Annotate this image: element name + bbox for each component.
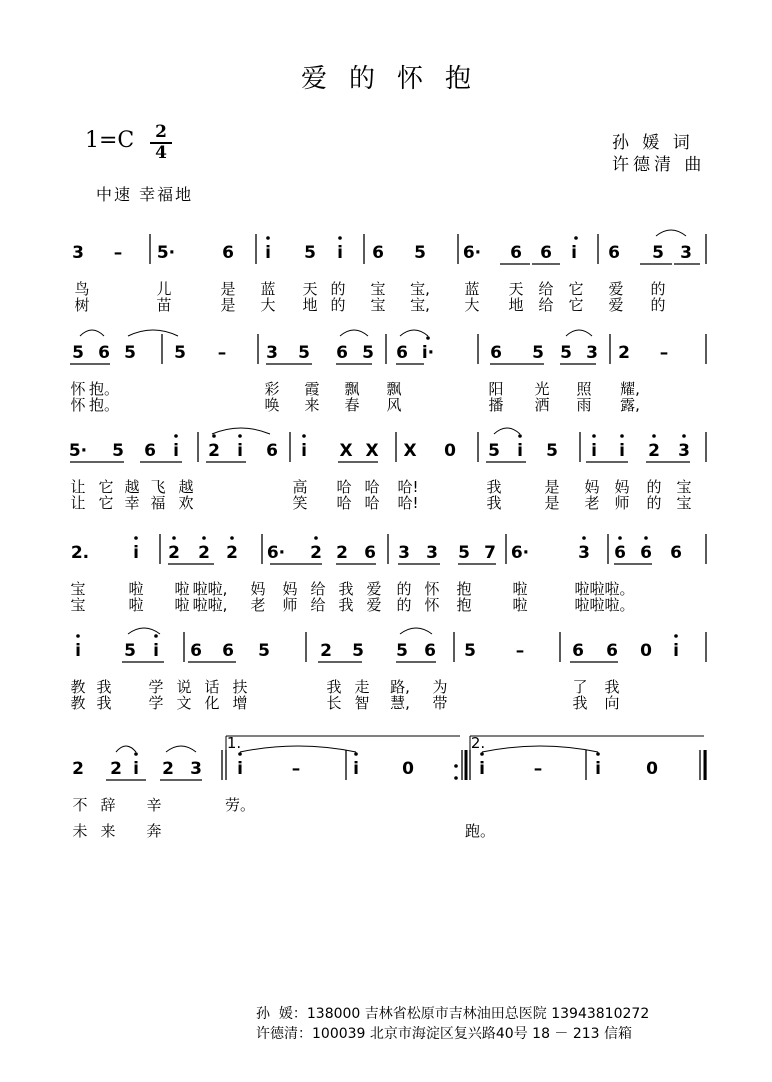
note: 5	[458, 543, 470, 563]
lyric-verse-2: 播	[488, 396, 504, 414]
lyric-verse-2: 让	[70, 494, 86, 512]
lyric-verse-1: 霞	[304, 380, 320, 398]
lyric-verse-2: 慧,	[390, 694, 410, 712]
slur	[400, 330, 428, 336]
octave-dot	[212, 434, 216, 438]
lyric-verse-2: 啦	[512, 596, 528, 614]
note: 5	[488, 441, 500, 461]
lyric-verse-2: 欢	[178, 494, 194, 512]
slur	[566, 330, 592, 336]
lyric-verse-2: 爱	[608, 296, 624, 314]
note: 5	[414, 243, 426, 263]
lyric-verse-1: 耀,	[620, 380, 640, 398]
lyric-verse-1: 给	[538, 280, 554, 298]
octave-dot	[338, 236, 342, 240]
octave-dot	[266, 236, 270, 240]
lyric-verse-1: 了	[572, 678, 588, 696]
lyric-verse-1: 鸟	[74, 280, 90, 298]
note: 6	[144, 441, 156, 461]
footer-line-2: 许德清：100039 北京市海淀区复兴路40号 18 － 213 信箱	[256, 1026, 633, 1042]
note: –	[113, 243, 123, 263]
note: 6·	[510, 543, 530, 563]
note: 5	[124, 641, 136, 661]
octave-dot	[76, 634, 80, 638]
lyric-verse-2: 的	[650, 296, 666, 314]
lyric-verse-1: 为	[432, 678, 448, 696]
lyric-verse-1: 抱	[456, 580, 472, 598]
lyric-verse-2: 化	[204, 694, 220, 712]
lyric-verse-2: 给	[310, 596, 326, 614]
lyric-verse-1: 我	[96, 678, 112, 696]
lyric-verse-2: 宝	[370, 296, 386, 314]
note: 6	[396, 343, 408, 363]
lyric-verse-1: 是	[544, 478, 560, 496]
lyric-verse-2: 学	[148, 694, 164, 712]
note: i	[133, 543, 139, 563]
note: i	[173, 441, 179, 461]
lyric-verse-2: 的	[330, 296, 346, 314]
lyric-verse-2: 啦	[128, 596, 144, 614]
note: i	[133, 759, 139, 779]
lyric-verse-2: 奔	[146, 822, 162, 840]
note: 6	[190, 641, 202, 661]
lyric-verse-2: 的	[646, 494, 662, 512]
lyric-verse-2: 哈!	[397, 494, 419, 512]
lyric-verse-1: 怀	[424, 580, 440, 598]
lyric-verse-1: 越	[178, 478, 194, 496]
lyric-verse-2: 老	[584, 494, 600, 512]
octave-dot	[592, 434, 596, 438]
lyric-verse-1: 劳。	[224, 796, 256, 814]
lyric-verse-1: 啦啦,	[192, 580, 228, 598]
note: 2.	[70, 543, 90, 563]
note: i	[237, 759, 243, 779]
lyric-verse-2: 我	[338, 596, 354, 614]
lyric-verse-1: 学	[148, 678, 164, 696]
lyric-verse-2: 给	[538, 296, 554, 314]
lyric-verse-1: 给	[310, 580, 326, 598]
lyric-verse-2: 抱。	[88, 396, 120, 414]
note: –	[217, 343, 227, 363]
lyric-verse-1: 啦	[174, 580, 190, 598]
note: 2	[208, 441, 220, 461]
lyric-verse-1: 哈	[336, 478, 352, 496]
slur	[494, 428, 520, 434]
lyric-verse-2: 怀	[70, 396, 86, 414]
slur	[80, 330, 104, 336]
lyric-verse-2: 我	[486, 494, 502, 512]
lyric-verse-1: 哈	[364, 478, 380, 496]
lyric-verse-1: 我	[338, 580, 354, 598]
lyric-verse-2: 爱	[366, 596, 382, 614]
note: 3	[190, 759, 202, 779]
lyric-verse-1: 我	[604, 678, 620, 696]
slur	[166, 746, 196, 752]
note: 5	[652, 243, 664, 263]
volta-1-label: 1.	[226, 734, 242, 752]
note: 0	[444, 441, 456, 461]
note: 2	[648, 441, 660, 461]
octave-dot	[134, 536, 138, 540]
note: 2	[110, 759, 122, 779]
lyric-verse-1: 的	[396, 580, 412, 598]
lyric-verse-1: 蓝	[260, 280, 276, 298]
slur	[240, 746, 356, 752]
note: 7	[484, 543, 496, 563]
lyric-verse-2: 跑。	[464, 822, 496, 840]
note: 5	[532, 343, 544, 363]
time-signature-bottom: 4	[155, 143, 167, 163]
composer: 许德清 曲	[612, 155, 706, 175]
octave-dot	[202, 536, 206, 540]
note: –	[515, 641, 525, 661]
note: 2	[618, 343, 630, 363]
note: i·	[421, 343, 435, 363]
lyric-verse-2: 风	[386, 396, 402, 414]
note: 6	[540, 243, 552, 263]
note: i	[265, 243, 271, 263]
note: 6·	[462, 243, 482, 263]
lyric-verse-1: 啦	[128, 580, 144, 598]
octave-dot	[682, 434, 686, 438]
lyric-verse-1: 光	[534, 380, 550, 398]
octave-dot	[644, 536, 648, 540]
note: X	[403, 441, 417, 461]
lyric-verse-2: 文	[176, 694, 192, 712]
note: 6	[222, 243, 234, 263]
note: 5	[258, 641, 270, 661]
octave-dot	[154, 634, 158, 638]
lyric-verse-1: 高	[292, 478, 308, 496]
octave-dot	[354, 752, 358, 756]
lyric-verse-2: 大	[464, 296, 480, 314]
octave-dot	[574, 236, 578, 240]
volta-2-label: 2.	[470, 734, 486, 752]
slur	[128, 628, 160, 634]
note: i	[153, 641, 159, 661]
octave-dot	[230, 536, 234, 540]
lyric-verse-1: 的	[330, 280, 346, 298]
octave-dot	[314, 536, 318, 540]
slur	[656, 230, 686, 236]
note: 5	[72, 343, 84, 363]
note: 5	[362, 343, 374, 363]
octave-dot	[302, 434, 306, 438]
lyric-verse-1: 宝,	[410, 280, 430, 298]
note: X	[339, 441, 353, 461]
octave-dot	[172, 536, 176, 540]
note: i	[353, 759, 359, 779]
tempo-marking: 中速 幸福地	[96, 185, 194, 204]
song-title: 爱的怀抱	[300, 64, 493, 94]
lyric-verse-2: 露,	[620, 396, 640, 414]
note: 2	[168, 543, 180, 563]
lyric-verse-2: 抱	[456, 596, 472, 614]
repeat-dot	[454, 764, 458, 768]
lyric-verse-2: 哈	[336, 494, 352, 512]
slur	[128, 330, 178, 336]
lyric-verse-2: 春	[344, 396, 360, 414]
note: i	[595, 759, 601, 779]
note: i	[517, 441, 523, 461]
lyric-verse-2: 带	[432, 694, 448, 712]
lyric-verse-1: 爱	[366, 580, 382, 598]
octave-dot	[652, 434, 656, 438]
note: –	[533, 759, 543, 779]
octave-dot	[174, 434, 178, 438]
note: i	[301, 441, 307, 461]
lyric-verse-1: 儿	[156, 280, 172, 298]
note: 6	[336, 343, 348, 363]
octave-dot	[238, 752, 242, 756]
octave-dot	[238, 434, 242, 438]
note: 3	[426, 543, 438, 563]
note: i	[619, 441, 625, 461]
note: 3	[398, 543, 410, 563]
note: 6·	[266, 543, 286, 563]
lyric-verse-2: 地	[302, 296, 318, 314]
lyric-verse-1: 辛	[146, 796, 162, 814]
note: 0	[646, 759, 658, 779]
lyric-verse-2: 宝	[676, 494, 692, 512]
lyric-verse-1: 越	[124, 478, 140, 496]
note: 6	[608, 243, 620, 263]
note: i	[673, 641, 679, 661]
note: 5·	[68, 441, 88, 461]
note: 2	[320, 641, 332, 661]
lyric-verse-2: 师	[614, 494, 630, 512]
octave-dot	[518, 434, 522, 438]
lyric-verse-2: 幸	[124, 494, 140, 512]
lyric-verse-2: 来	[304, 396, 320, 414]
lyric-verse-2: 增	[232, 694, 248, 712]
lyric-verse-1: 啦	[512, 580, 528, 598]
note: 2	[226, 543, 238, 563]
lyric-verse-1: 妈	[282, 580, 298, 598]
lyric-verse-2: 长	[326, 694, 342, 712]
lyric-verse-2: 是	[220, 296, 236, 314]
lyric-verse-1: 是	[220, 280, 236, 298]
lyric-verse-1: 宝	[676, 478, 692, 496]
note: i	[591, 441, 597, 461]
note: i	[237, 441, 243, 461]
lyric-verse-1: 妈	[584, 478, 600, 496]
lyric-verse-1: 路,	[390, 678, 410, 696]
note: 0	[640, 641, 652, 661]
octave-dot	[618, 536, 622, 540]
lyric-verse-1: 的	[650, 280, 666, 298]
lyric-verse-1: 照	[576, 380, 592, 398]
lyric-verse-1: 我	[326, 678, 342, 696]
lyric-verse-1: 飘	[386, 380, 402, 398]
note: 2	[162, 759, 174, 779]
note: 6	[364, 543, 376, 563]
key-signature: 1=C	[85, 128, 135, 153]
note: 5·	[156, 243, 176, 263]
lyric-verse-2: 洒	[534, 396, 550, 414]
lyric-verse-1: 天	[302, 280, 318, 298]
lyric-verse-1: 走	[354, 678, 370, 696]
octave-dot	[480, 752, 484, 756]
lyric-verse-2: 怀	[424, 596, 440, 614]
lyric-verse-1: 啦啦。	[589, 580, 635, 598]
note: 5	[396, 641, 408, 661]
note: i	[479, 759, 485, 779]
lyric-verse-1: 让	[70, 478, 86, 496]
lyric-verse-2: 大	[260, 296, 276, 314]
note: 5	[352, 641, 364, 661]
note: 3	[266, 343, 278, 363]
lyric-verse-1: 宝	[70, 580, 86, 598]
lyric-verse-1: 彩	[264, 380, 280, 398]
lyric-verse-2: 宝	[70, 596, 86, 614]
note: 5	[298, 343, 310, 363]
lyric-verse-2: 树	[74, 296, 90, 314]
footer-contacts	[256, 1004, 649, 1044]
lyric-verse-1: 怀	[70, 380, 86, 398]
octave-dot	[426, 336, 430, 340]
lyricist: 孙 媛 词	[612, 133, 694, 153]
lyric-verse-2: 它	[568, 296, 584, 314]
lyric-verse-1: 抱。	[88, 380, 120, 398]
slur	[400, 628, 432, 634]
lyric-verse-1: 妈	[250, 580, 266, 598]
lyric-verse-1: 教	[70, 678, 86, 696]
note: 5	[124, 343, 136, 363]
note: 6	[614, 543, 626, 563]
lyric-verse-2: 我	[96, 694, 112, 712]
lyric-verse-1: 它	[98, 478, 114, 496]
note: 2	[336, 543, 348, 563]
lyric-verse-1: 蓝	[464, 280, 480, 298]
lyric-verse-2: 苗	[156, 296, 172, 314]
lyric-verse-1: 飘	[344, 380, 360, 398]
lyric-verse-1: 的	[646, 478, 662, 496]
note: 3	[586, 343, 598, 363]
note: 6	[222, 641, 234, 661]
note: 6	[490, 343, 502, 363]
note: 6	[670, 543, 682, 563]
note: 3	[578, 543, 590, 563]
slur	[116, 746, 136, 752]
lyric-verse-2: 教	[70, 694, 86, 712]
lyric-verse-1: 不	[72, 796, 88, 814]
note: 5	[560, 343, 572, 363]
note: 3	[72, 243, 84, 263]
footer-line-1: 孙 媛：138000 吉林省松原市吉林油田总医院 13943810272	[256, 1006, 650, 1022]
time-signature-top: 2	[155, 122, 167, 142]
lyric-verse-1: 飞	[150, 478, 166, 496]
lyric-verse-1: 我	[486, 478, 502, 496]
slur	[212, 428, 270, 434]
note: 0	[402, 759, 414, 779]
lyric-verse-1: 辞	[100, 796, 116, 814]
lyric-verse-2: 未	[72, 822, 88, 840]
lyric-verse-2: 笑	[292, 494, 308, 512]
lyric-verse-2: 师	[282, 596, 298, 614]
note: 6	[98, 343, 110, 363]
note: 3	[680, 243, 692, 263]
note: 5	[174, 343, 186, 363]
note: 2	[198, 543, 210, 563]
lyric-verse-1: 它	[568, 280, 584, 298]
note: 6	[424, 641, 436, 661]
octave-dot	[582, 536, 586, 540]
lyric-verse-2: 宝,	[410, 296, 430, 314]
note: –	[659, 343, 669, 363]
lyric-verse-2: 唤	[264, 396, 280, 414]
lyric-verse-2: 老	[250, 596, 266, 614]
lyric-verse-2: 我	[572, 694, 588, 712]
lyric-verse-1: 话	[204, 678, 220, 696]
octave-dot	[134, 752, 138, 756]
note: i	[571, 243, 577, 263]
lyric-verse-2: 来	[100, 822, 116, 840]
lyric-verse-2: 福	[150, 494, 166, 512]
lyric-verse-2: 啦	[574, 596, 590, 614]
lyric-verse-2: 哈	[364, 494, 380, 512]
note: –	[291, 759, 301, 779]
lyric-verse-1: 阳	[488, 380, 504, 398]
note: 6	[640, 543, 652, 563]
note: 6	[372, 243, 384, 263]
lyric-verse-1: 爱	[608, 280, 624, 298]
lyric-verse-1: 啦	[574, 580, 590, 598]
slur	[482, 746, 598, 752]
lyric-verse-1: 扶	[232, 678, 248, 696]
octave-dot	[596, 752, 600, 756]
note: i	[75, 641, 81, 661]
note: 6	[266, 441, 278, 461]
note: 3	[678, 441, 690, 461]
lyric-verse-1: 天	[508, 280, 524, 298]
lyric-verse-1: 宝	[370, 280, 386, 298]
lyric-verse-1: 哈!	[397, 478, 419, 496]
lyric-verse-2: 它	[98, 494, 114, 512]
note: 5	[546, 441, 558, 461]
note: 2	[310, 543, 322, 563]
lyric-verse-1: 说	[176, 678, 192, 696]
lyric-verse-2: 的	[396, 596, 412, 614]
note: X	[365, 441, 379, 461]
octave-dot	[674, 634, 678, 638]
note: 5	[304, 243, 316, 263]
lyric-verse-2: 向	[604, 694, 620, 712]
note: 6	[606, 641, 618, 661]
octave-dot	[620, 434, 624, 438]
note: 5	[112, 441, 124, 461]
lyric-verse-2: 智	[354, 694, 370, 712]
note: i	[337, 243, 343, 263]
slur	[340, 330, 368, 336]
note: 6	[510, 243, 522, 263]
note: 5	[464, 641, 476, 661]
lyric-verse-2: 雨	[576, 396, 592, 414]
note: 2	[72, 759, 84, 779]
lyric-verse-1: 妈	[614, 478, 630, 496]
note: 6	[572, 641, 584, 661]
repeat-dot	[454, 776, 458, 780]
lyric-verse-2: 地	[508, 296, 524, 314]
lyric-verse-2: 啦啦,	[192, 596, 228, 614]
lyric-verse-2: 啦	[174, 596, 190, 614]
lyric-verse-2: 啦啦。	[589, 596, 635, 614]
lyric-verse-2: 是	[544, 494, 560, 512]
